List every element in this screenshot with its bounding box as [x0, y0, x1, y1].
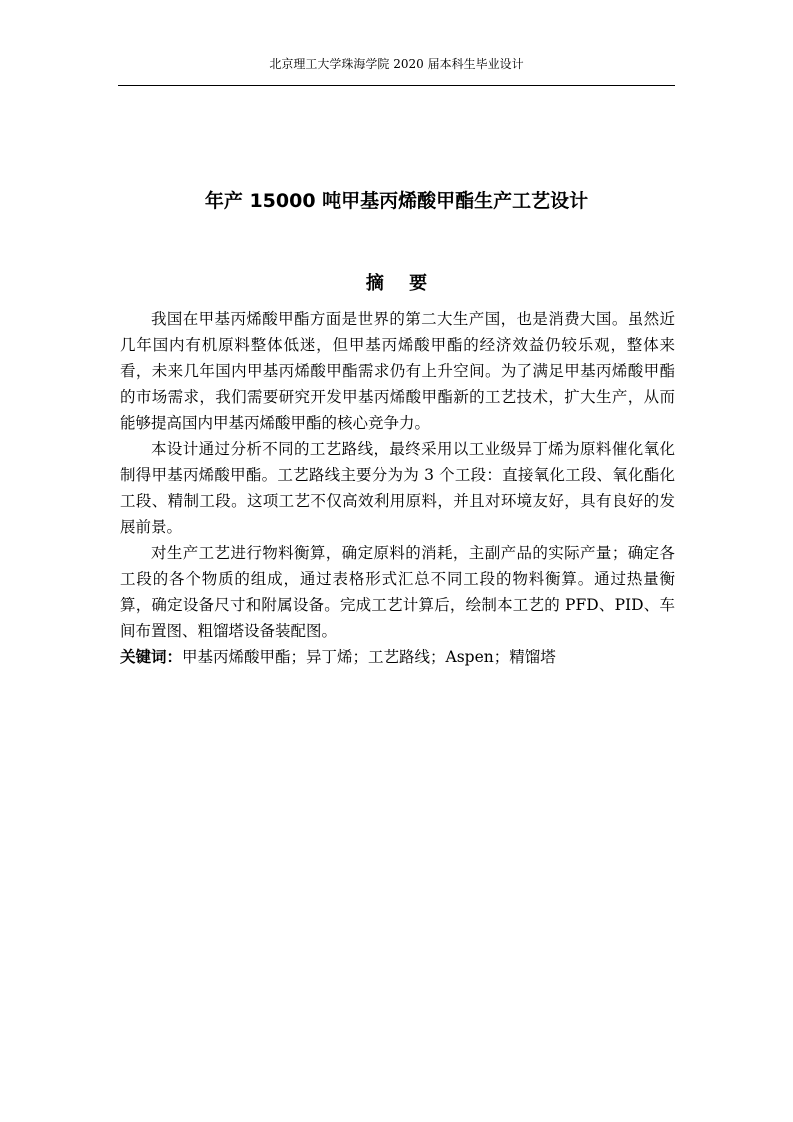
abstract-paragraph-2: 本设计通过分析不同的工艺路线，最终采用以工业级异丁烯为原料催化氧化制得甲基丙烯酸甲酯。工艺路线主要分为为 3 个工段：直接氧化工段、氧化酯化工段、精制工段。这项工艺不仅高效利用原料，并且对环境友好，具有良好的发展前景。 — [120, 440, 675, 536]
keywords-line — [120, 644, 675, 670]
running-header: 北京理工大学珠海学院 2020 届本科生毕业设计 — [269, 57, 524, 71]
abstract-paragraph-3: 对生产工艺进行物料衡算，确定原料的消耗，主副产品的实际产量；确定各工段的各个物质的组成，通过表格形式汇总不同工段的物料衡算。通过热量衡算，确定设备尺寸和附属设备。完成工艺计算后，绘制本工艺的 PFD、PID、车间布置图、粗馏塔设备装配图。 — [120, 544, 675, 640]
keywords-text: 甲基丙烯酸甲酯；异丁烯；工艺路线；Aspen；精馏塔 — [182, 648, 556, 666]
abstract-body — [120, 306, 675, 670]
keywords-label: 关键词： — [120, 648, 183, 666]
abstract-heading: 摘要 — [365, 273, 453, 294]
abstract-paragraph-1: 我国在甲基丙烯酸甲酯方面是世界的第二大生产国，也是消费大国。虽然近几年国内有机原料整体低迷，但甲基丙烯酸甲酯的经济效益仍较乐观，整体来看，未来几年国内甲基丙烯酸甲酯需求仍有上升空间。为了满足甲基丙烯酸甲酯的市场需求，我们需要研究开发甲基丙烯酸甲酯新的工艺技术，扩大生产，从而能够提高国内甲基丙烯酸甲酯的核心竞争力。 — [120, 310, 675, 432]
thesis-title: 年产 15000 吨甲基丙烯酸甲酯生产工艺设计 — [204, 190, 589, 212]
header-divider — [118, 85, 675, 86]
